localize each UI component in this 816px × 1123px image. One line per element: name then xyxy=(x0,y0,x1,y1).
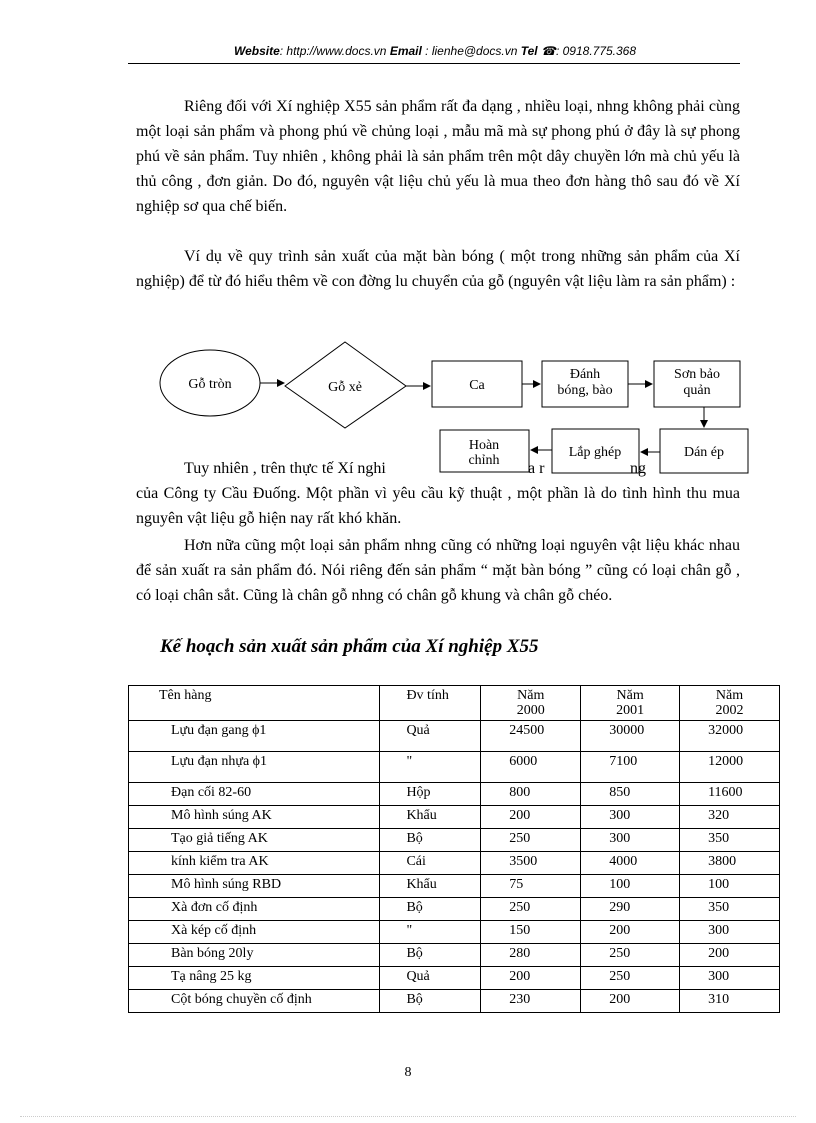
cell-y2002: 300 xyxy=(680,921,780,944)
node-ca-label: Ca xyxy=(469,378,485,393)
table-row xyxy=(129,944,780,967)
node-danh-bong-label-1: Đánh xyxy=(569,367,601,382)
cell-y2000: 24500 xyxy=(481,721,581,752)
node-danh-bong-label-2: bóng, bào xyxy=(557,383,613,398)
phone-icon: ☎ xyxy=(541,44,556,58)
cell-y2001: 300 xyxy=(581,829,680,852)
cell-unit: Khẩu xyxy=(380,806,481,829)
cell-y2000: 200 xyxy=(481,967,581,990)
cell-y2002: 200 xyxy=(680,944,780,967)
header-name: Tên hàng xyxy=(129,686,380,721)
cell-name: Lựu đạn nhựa ϕ1 xyxy=(129,752,380,783)
cell-y2002: 32000 xyxy=(680,721,780,752)
cell-y2002: 320 xyxy=(680,806,780,829)
cell-name: Xà kép cố định xyxy=(129,921,380,944)
cell-unit: Cái xyxy=(380,852,481,875)
cell-unit: Bộ xyxy=(380,829,481,852)
cell-y2000: 3500 xyxy=(481,852,581,875)
node-dan-ep-label: Dán ép xyxy=(683,445,725,460)
header-unit: Đv tính xyxy=(380,686,481,721)
table-row xyxy=(129,875,780,898)
cell-y2002: 3800 xyxy=(680,852,780,875)
cell-unit: Quả xyxy=(380,721,481,752)
cell-y2000: 6000 xyxy=(481,752,581,783)
cell-y2001: 200 xyxy=(581,990,680,1013)
tel-label: Tel xyxy=(520,44,538,58)
header-rule xyxy=(128,63,740,64)
paragraph-4: Hơn nữa cũng một loại sản phẩm nhng cũng có những loại nguyên vật liệu khác nhau để sản xuất ra sản phẩm đó. Nói riêng đến sản phẩm “ mặt bàn bóng ” cũng có loại chân gỗ , có loại chân sắt. Cũng là chân gỗ nhng có chân gỗ khung và chân gỗ chéo. xyxy=(136,537,740,604)
cell-y2002: 100 xyxy=(680,875,780,898)
cell-y2000: 230 xyxy=(481,990,581,1013)
cell-name: Cột bóng chuyền cố định xyxy=(129,990,380,1013)
paragraph-3-start: Tuy nhiên , trên thực tế Xí nghi xyxy=(184,460,386,477)
email-value: : lienhe@docs.vn xyxy=(425,44,518,58)
cell-y2000: 800 xyxy=(481,783,581,806)
email-label: Email xyxy=(389,44,422,58)
cell-name: Lựu đạn gang ϕ1 xyxy=(129,721,380,752)
cell-name: Đạn cối 82-60 xyxy=(129,783,380,806)
page-header xyxy=(130,44,740,58)
cell-unit: Khẩu xyxy=(380,875,481,898)
cell-y2000: 250 xyxy=(481,898,581,921)
cell-name: Tạ nâng 25 kg xyxy=(129,967,380,990)
cell-y2002: 11600 xyxy=(680,783,780,806)
table-row xyxy=(129,921,780,944)
cell-y2002: 350 xyxy=(680,898,780,921)
cell-y2001: 4000 xyxy=(581,852,680,875)
cell-y2000: 250 xyxy=(481,829,581,852)
cell-name: Tạo giả tiếng AK xyxy=(129,829,380,852)
cell-y2002: 350 xyxy=(680,829,780,852)
cell-y2002: 12000 xyxy=(680,752,780,783)
cell-y2001: 30000 xyxy=(581,721,680,752)
node-lap-ghep-label: Lắp ghép xyxy=(568,445,622,460)
bottom-rule xyxy=(20,1116,796,1117)
cell-y2001: 100 xyxy=(581,875,680,898)
cell-unit: Quả xyxy=(380,967,481,990)
cell-unit: Bộ xyxy=(380,990,481,1013)
cell-y2001: 850 xyxy=(581,783,680,806)
cell-y2001: 300 xyxy=(581,806,680,829)
page-number: 8 xyxy=(404,1065,412,1080)
paragraph-3-end: ng xyxy=(630,460,646,477)
cell-y2000: 75 xyxy=(481,875,581,898)
cell-y2001: 250 xyxy=(581,944,680,967)
table-header-row xyxy=(129,686,780,721)
node-hoan-chinh-label-1: Hoàn xyxy=(468,438,500,453)
table-row xyxy=(129,898,780,921)
node-son-bao-quan-label-1: Sơn bảo xyxy=(674,367,720,382)
node-son-bao-quan-label-2: quản xyxy=(683,383,711,398)
cell-y2001: 290 xyxy=(581,898,680,921)
cell-y2001: 7100 xyxy=(581,752,680,783)
paragraph-3-rest: của Công ty Cầu Đuống. Một phần vì yêu cầu kỹ thuật , một phần là do tình hình thu mua nguyên vật liệu gỗ hiện nay rất khó khăn. xyxy=(136,485,740,527)
table-row xyxy=(129,990,780,1013)
cell-unit: Hộp xyxy=(380,783,481,806)
cell-name: Xà đơn cố định xyxy=(129,898,380,921)
node-hoan-chinh-label-2: chỉnh xyxy=(468,453,500,468)
header-2002: Năm 2002 xyxy=(680,686,780,721)
tel-value: : 0918.775.368 xyxy=(555,44,637,58)
cell-y2000: 280 xyxy=(481,944,581,967)
table-row xyxy=(129,783,780,806)
paragraph-2: Ví dụ về quy trình sản xuất của mặt bàn bóng ( một trong những sản phẩm của Xí nghiệp) để từ đó hiểu thêm về con đờng lu chuyển của gỗ (nguyên vật liệu làm ra sản phẩm) : xyxy=(136,248,740,290)
cell-unit: " xyxy=(380,921,481,944)
node-go-xe-label: Gỗ xẻ xyxy=(328,380,362,395)
header-2000: Năm 2000 xyxy=(481,686,581,721)
cell-y2002: 300 xyxy=(680,967,780,990)
cell-y2001: 200 xyxy=(581,921,680,944)
node-go-tron-label: Gỗ tròn xyxy=(188,377,232,392)
table-row xyxy=(129,829,780,852)
table-row xyxy=(129,721,780,752)
cell-y2001: 250 xyxy=(581,967,680,990)
cell-y2000: 150 xyxy=(481,921,581,944)
cell-name: Mô hình súng AK xyxy=(129,806,380,829)
table-row xyxy=(129,806,780,829)
production-plan-table xyxy=(128,685,780,1013)
cell-y2002: 310 xyxy=(680,990,780,1013)
cell-name: Mô hình súng RBD xyxy=(129,875,380,898)
cell-name: Bàn bóng 20ly xyxy=(129,944,380,967)
paragraph-3 xyxy=(136,456,740,531)
cell-unit: " xyxy=(380,752,481,783)
paragraph-1: Riêng đối với Xí nghiệp X55 sản phẩm rất đa dạng , nhiều loại, nhng không phải cùng một loại sản phẩm và phong phú về chủng loại , mẫu mã mà sự phong phú ở đây là sự phong phú về sản phẩm. Tuy nhiên , không phải là sản phẩm trên một dây chuyền lớn mà chủ yếu là thủ công , đơn giản. Do đó, nguyên vật liệu chủ yếu là mua theo đơn hàng thô sau đó về Xí nghiệp sơ qua chế biến. xyxy=(136,98,740,215)
table-row xyxy=(129,852,780,875)
paragraph-3-mid: a r xyxy=(528,460,545,477)
website-label: Website xyxy=(233,44,280,58)
cell-unit: Bộ xyxy=(380,898,481,921)
section-title: Kế hoạch sản xuất sản phẩm của Xí nghiệp X55 xyxy=(160,636,539,657)
cell-name: kính kiểm tra AK xyxy=(129,852,380,875)
website-value: : http://www.docs.vn xyxy=(279,44,387,58)
header-2001: Năm 2001 xyxy=(581,686,680,721)
table-row xyxy=(129,752,780,783)
cell-unit: Bộ xyxy=(380,944,481,967)
cell-y2000: 200 xyxy=(481,806,581,829)
table-row xyxy=(129,967,780,990)
